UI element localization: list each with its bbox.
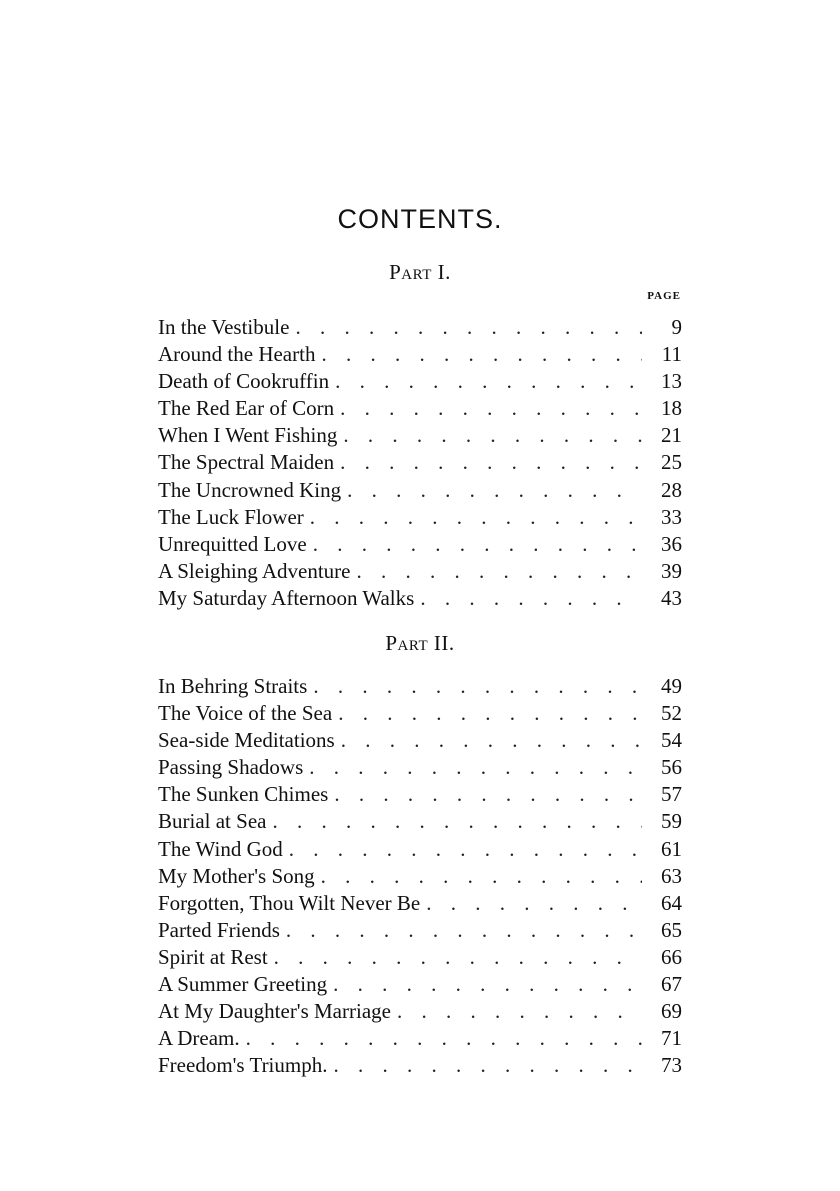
dot-leader	[307, 531, 642, 558]
entry-title: A Dream.	[158, 1026, 240, 1051]
entry-page-number: 52	[661, 701, 682, 726]
contents-entry	[158, 422, 682, 449]
entry-title: Death of Cookruffin	[158, 369, 330, 394]
entry-title: Spirit at Rest	[158, 944, 268, 969]
entry-page-number: 9	[671, 315, 682, 339]
part-one-heading: Part I.	[389, 260, 451, 284]
dot-leader	[315, 341, 642, 368]
dot-leader	[329, 368, 642, 395]
entry-page-number: 21	[661, 423, 682, 448]
contents-entry	[158, 781, 682, 808]
dot-leader	[420, 890, 642, 917]
entry-page-number: 69	[661, 999, 682, 1024]
entry-title: Passing Shadows	[158, 755, 304, 780]
entry-title: The Uncrowned King	[158, 477, 342, 502]
entry-page-number: 71	[661, 1026, 682, 1051]
dot-leader	[283, 836, 642, 863]
entry-title: Sea-side Meditations	[158, 728, 335, 753]
entry-page-number: 56	[661, 755, 682, 780]
contents-entry	[158, 863, 682, 890]
entry-title: Around the Hearth	[158, 342, 316, 367]
entry-page-number: 18	[661, 396, 682, 421]
dot-leader	[328, 781, 642, 808]
contents-entry	[158, 890, 682, 917]
entry-page-number: 49	[661, 674, 682, 698]
contents-entry	[158, 314, 682, 341]
dot-leader	[280, 917, 642, 944]
entry-page-number: 25	[661, 450, 682, 475]
contents-entry	[158, 341, 682, 368]
entry-page-number: 67	[661, 972, 682, 997]
entry-title: The Red Ear of Corn	[158, 396, 335, 421]
entry-page-number: 28	[661, 477, 682, 502]
contents-entry	[158, 998, 682, 1025]
entry-page-number: 39	[661, 558, 682, 583]
dot-leader	[341, 477, 642, 504]
dot-leader	[266, 808, 642, 835]
entry-title: Parted Friends	[158, 917, 280, 942]
entry-page-number: 73	[661, 1053, 682, 1078]
contents-entry	[158, 971, 682, 998]
dot-leader	[351, 558, 643, 585]
entry-title: The Wind God	[158, 836, 283, 861]
entry-title: My Mother's Song	[158, 863, 315, 888]
contents-entry	[158, 700, 682, 727]
entry-title: The Spectral Maiden	[158, 450, 335, 475]
entry-page-number: 59	[661, 809, 682, 834]
dot-leader	[334, 395, 642, 422]
entry-page-number: 57	[661, 782, 682, 807]
entry-title: At My Daughter's Marriage	[158, 999, 391, 1024]
entry-title: Unrequitted Love	[158, 531, 307, 556]
contents-entry	[158, 585, 682, 612]
entry-title: The Sunken Chimes	[158, 782, 329, 807]
entry-title: My Saturday Afternoon Walks	[158, 585, 415, 610]
dot-leader	[327, 971, 642, 998]
dot-leader	[268, 944, 642, 971]
contents-entry	[158, 368, 682, 395]
part-two-heading: Part II.	[385, 631, 455, 655]
contents-entry	[158, 449, 682, 476]
entry-page-number: 61	[661, 836, 682, 861]
entry-page-number: 63	[661, 863, 682, 888]
entry-title: A Sleighing Adventure	[158, 558, 351, 583]
entry-title: The Voice of the Sea	[158, 701, 333, 726]
entry-page-number: 43	[661, 585, 682, 610]
dot-leader	[414, 585, 642, 612]
entry-page-number: 13	[661, 369, 682, 394]
contents-entry	[158, 727, 682, 754]
dot-leader	[334, 449, 642, 476]
dot-leader	[332, 700, 642, 727]
dot-leader	[289, 314, 642, 341]
page-column-label: PAGE	[647, 290, 681, 302]
dot-leader	[391, 998, 642, 1025]
contents-entry	[158, 1025, 682, 1052]
contents-entry	[158, 1052, 682, 1079]
dot-leader	[304, 504, 642, 531]
contents-entry	[158, 395, 682, 422]
entry-page-number: 64	[661, 890, 682, 915]
contents-entry	[158, 531, 682, 558]
entry-page-number: 36	[661, 531, 682, 556]
entry-title: A Summer Greeting	[158, 972, 328, 997]
contents-entry	[158, 944, 682, 971]
entry-title: Burial at Sea	[158, 809, 267, 834]
dot-leader	[315, 863, 642, 890]
dot-leader	[337, 422, 642, 449]
dot-leader	[335, 727, 642, 754]
dot-leader	[240, 1025, 642, 1052]
contents-entry	[158, 558, 682, 585]
entry-page-number: 54	[661, 728, 682, 753]
entry-title: Freedom's Triumph.	[158, 1053, 328, 1078]
entry-page-number: 66	[661, 944, 682, 969]
dot-leader	[303, 754, 642, 781]
contents-entry	[158, 917, 682, 944]
dot-leader	[327, 1052, 642, 1079]
part-two-contents-list	[158, 673, 682, 1079]
contents-entry	[158, 504, 682, 531]
entry-title: In Behring Straits	[158, 674, 308, 698]
contents-entry	[158, 808, 682, 835]
contents-entry	[158, 754, 682, 781]
entry-title: Forgotten, Thou Wilt Never Be	[158, 890, 421, 915]
entry-page-number: 11	[661, 342, 682, 367]
entry-page-number: 33	[661, 504, 682, 529]
entry-title: The Luck Flower	[158, 504, 304, 529]
entry-page-number: 65	[661, 917, 682, 942]
contents-entry	[158, 673, 682, 700]
page-title: CONTENTS.	[337, 204, 503, 234]
contents-entry	[158, 836, 682, 863]
contents-entry	[158, 477, 682, 504]
part-one-contents-list	[158, 314, 682, 612]
entry-title: When I Went Fishing	[158, 423, 338, 448]
entry-title: In the Vestibule	[158, 315, 290, 339]
dot-leader	[307, 673, 642, 700]
